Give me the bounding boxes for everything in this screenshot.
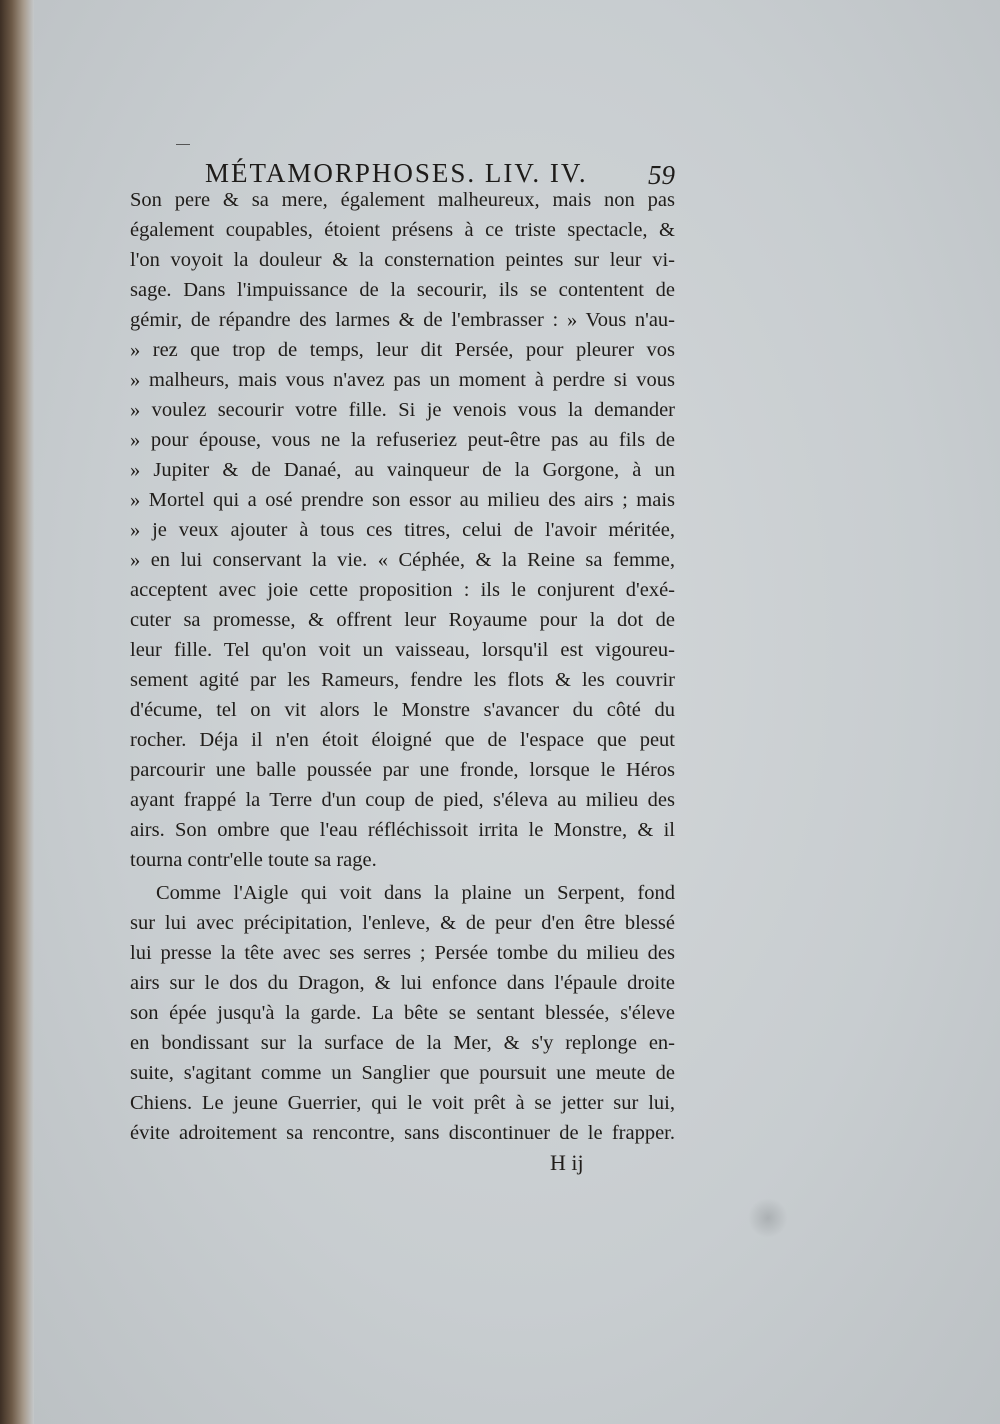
text-line: l'on voyoit la douleur & la consternation peintes sur leur vi-	[130, 249, 675, 271]
text-line: cuter sa promesse, & offrent leur Royaume pour la dot de	[130, 609, 675, 631]
text-line: acceptent avec joie cette proposition : ils le conjurent d'exé-	[130, 579, 675, 601]
text-line: » Jupiter & de Danaé, au vainqueur de la Gorgone, à un	[130, 459, 675, 481]
text-line: en bondissant sur la surface de la Mer, & s'y replonge en-	[130, 1032, 675, 1054]
text-line: d'écume, tel on vit alors le Monstre s'avancer du côté du	[130, 699, 675, 721]
text-line: » pour épouse, vous ne la refuseriez peut-être pas au fils de	[130, 429, 675, 451]
text-line: suite, s'agitant comme un Sanglier que poursuit une meute de	[130, 1062, 675, 1084]
book-gutter	[0, 0, 34, 1424]
text-line: lui presse la tête avec ses serres ; Persée tombe du milieu des	[130, 942, 675, 964]
text-line: » malheurs, mais vous n'avez pas un moment à perdre si vous	[130, 369, 675, 391]
text-line: également coupables, étoient présens à ce triste spectacle, &	[130, 219, 675, 241]
text-line: » rez que trop de temps, leur dit Persée, pour pleurer vos	[130, 339, 675, 361]
text-line: Son pere & sa mere, également malheureux, mais non pas	[130, 189, 675, 211]
text-line: son épée jusqu'à la garde. La bête se sentant blessée, s'éleve	[130, 1002, 675, 1024]
text-line: ayant frappé la Terre d'un coup de pied, s'éleva au milieu des	[130, 789, 675, 811]
text-line: sage. Dans l'impuissance de la secourir, ils se contentent de	[130, 279, 675, 301]
text-line: tourna contr'elle toute sa rage.	[130, 849, 377, 871]
running-title: MÉTAMORPHOSES. LIV. IV.	[205, 158, 588, 188]
text-line: airs. Son ombre que l'eau réfléchissoit irrita le Monstre, & il	[130, 819, 675, 841]
text-line: » en lui conservant la vie. « Céphée, & la Reine sa femme,	[130, 549, 675, 571]
text-line: » je veux ajouter à tous ces titres, celui de l'avoir méritée,	[130, 519, 675, 541]
text-line: » voulez secourir votre fille. Si je venois vous la demander	[130, 399, 675, 421]
stray-mark	[176, 144, 190, 145]
text-line: gémir, de répandre des larmes & de l'embrasser : » Vous n'au-	[130, 309, 675, 331]
text-line: rocher. Déja il n'en étoit éloigné que de l'espace que peut	[130, 729, 675, 751]
text-line: sement agité par les Rameurs, fendre les flots & les couvrir	[130, 669, 675, 691]
page-number: 59	[648, 160, 675, 190]
text-line: » Mortel qui a osé prendre son essor au milieu des airs ; mais	[130, 489, 675, 511]
paper-stain	[748, 1198, 788, 1238]
text-line: parcourir une balle poussée par une fronde, lorsque le Héros	[130, 759, 675, 781]
signature-mark: H ij	[550, 1150, 584, 1175]
text-line: Comme l'Aigle qui voit dans la plaine un Serpent, fond	[156, 882, 675, 904]
text-line: sur lui avec précipitation, l'enleve, & de peur d'en être blessé	[130, 912, 675, 934]
text-line: Chiens. Le jeune Guerrier, qui le voit prêt à se jetter sur lui,	[130, 1092, 675, 1114]
text-line: évite adroitement sa rencontre, sans discontinuer de le frapper.	[130, 1122, 675, 1144]
text-line: airs sur le dos du Dragon, & lui enfonce dans l'épaule droite	[130, 972, 675, 994]
text-line: leur fille. Tel qu'on voit un vaisseau, lorsqu'il est vigoureu-	[130, 639, 675, 661]
